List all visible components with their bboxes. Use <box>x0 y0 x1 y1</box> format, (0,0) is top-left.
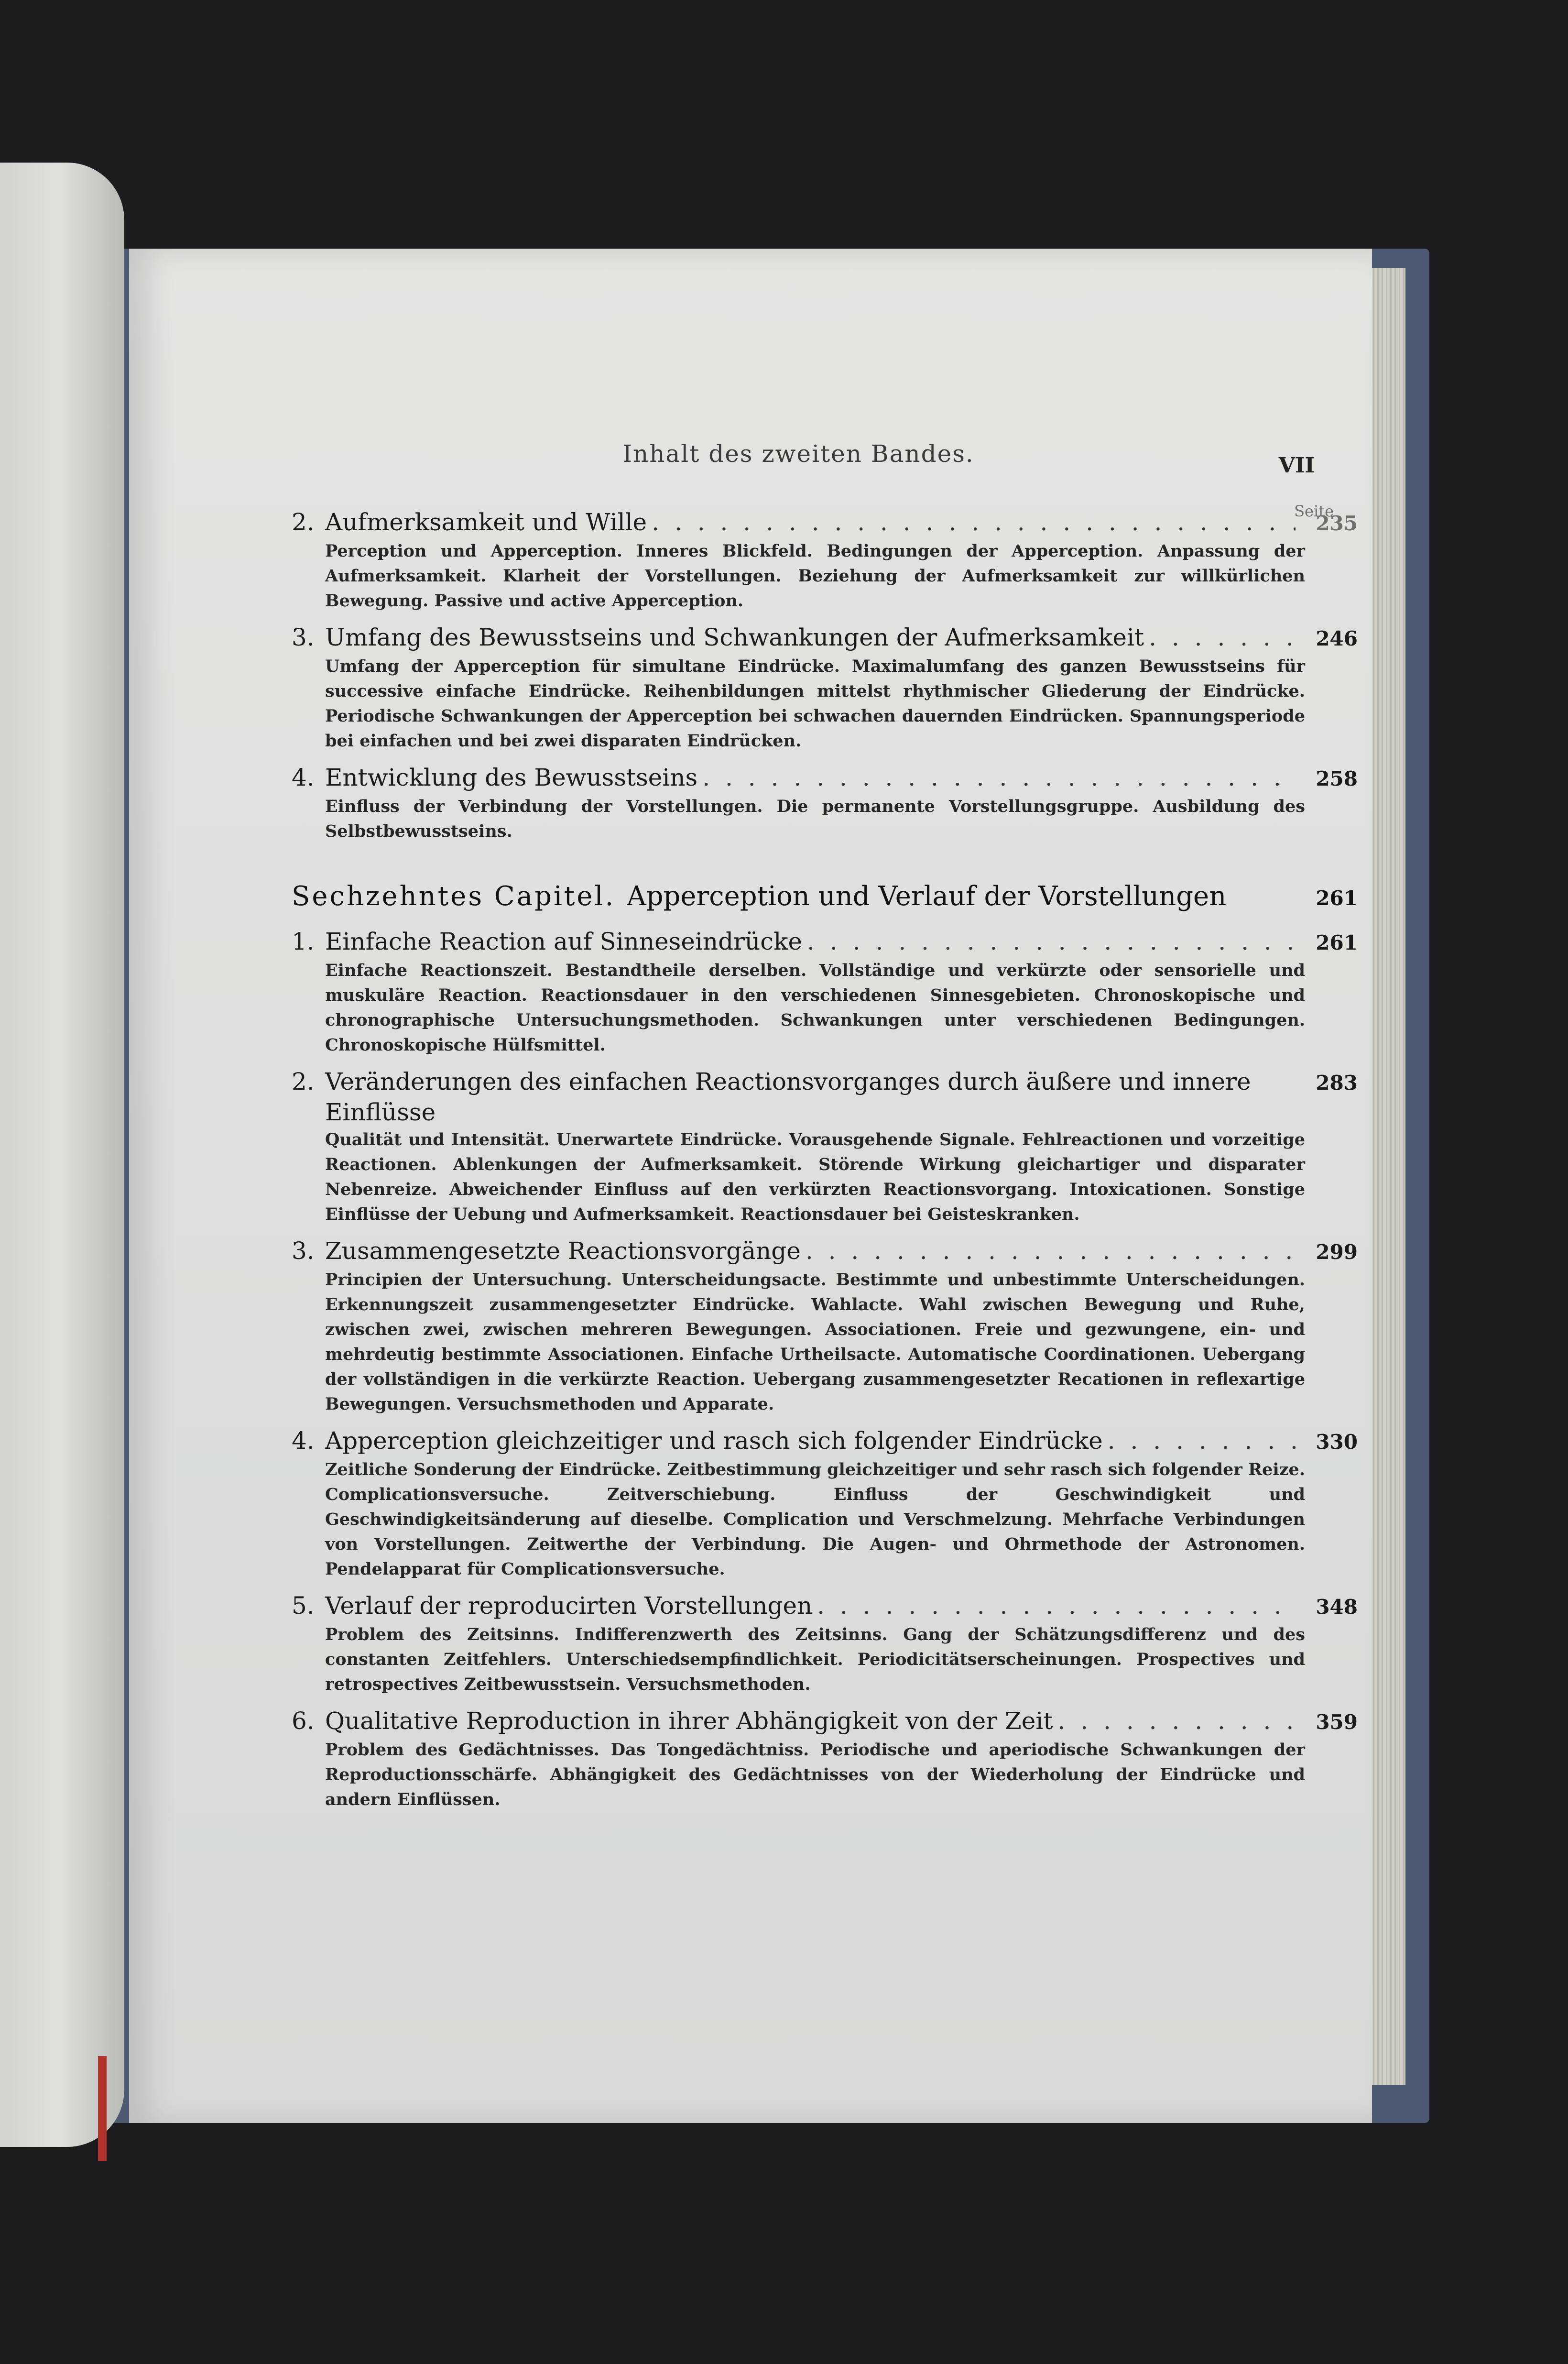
entry-number: 2. <box>292 508 315 536</box>
entry-description: Umfang der Apperception für simultane Eindrücke. Maximalumfang des ganzen Bewusstseins für successive einfache Eindrücke. Reihenbildungen mittelst rhythmischer Gliederung der Eindrücke. Periodische Schwankungen der Apperception bei schwachen dauernden Eindrücken. Spannungsperiode bei einfachen und bei zwei disparaten Eindrücken. <box>325 657 1305 751</box>
left-page-curl <box>0 163 124 2147</box>
entry-number: 6. <box>292 1707 315 1735</box>
entry-title: Einfache Reaction auf Sinneseindrücke <box>325 928 803 955</box>
toc-entry <box>292 762 1358 844</box>
chapter-page: 261 <box>1316 886 1358 910</box>
entry-description: Principien der Untersuchung. Unterscheidungsacte. Bestimmte und unbestimmte Unterscheidungen. Erkennungszeit zusammengesetzter Eindrücke. Wahlacte. Wahl zwischen Bewegung und Ruhe, zwischen zwei, zwischen mehreren Bewegungen. Associationen. Freie und gezwungene, ein- und mehrdeutig bestimmte Associationen. Einfache Urtheilsacte. Automatische Coordinationen. Uebergang der vollständigen in die verkürzte Reaction. Uebergang zusammengesetzter Recationen in reflexartige Bewegungen. Versuchsmethoden und Apparate. <box>325 1270 1305 1414</box>
toc-entry <box>292 1425 1358 1582</box>
entry-page: 283 <box>1316 1071 1358 1094</box>
entry-description: Problem des Gedächtnisses. Das Tongedächtniss. Periodische und aperiodische Schwankungen der Reproductionsschärfe. Abhängigkeit des Gedächtnisses von der Wiederholung der Eindrücke und andern Einflüssen. <box>325 1740 1305 1809</box>
page-number: VII <box>1278 453 1315 478</box>
entry-page: 246 <box>1316 627 1358 650</box>
entry-number: 1. <box>292 928 315 955</box>
leader-dots <box>817 1590 1296 1621</box>
chapter-heading <box>292 877 1358 918</box>
entry-title: Entwicklung des Bewusstseins <box>325 764 698 791</box>
entry-title: Veränderungen des einfachen Reactionsvorganges durch äußere und innere Einflüsse <box>325 1068 1251 1126</box>
leader-dots <box>702 762 1296 793</box>
entry-number: 3. <box>292 624 315 651</box>
toc-entry <box>292 1236 1358 1417</box>
leader-dots <box>806 1236 1296 1266</box>
entry-page: 261 <box>1316 931 1358 954</box>
toc-entry <box>292 1066 1358 1227</box>
chapter-label: Sechzehntes Capitel. <box>292 881 616 912</box>
entry-number: 2. <box>292 1068 315 1095</box>
entry-title: Qualitative Reproduction in ihrer Abhängigkeit von der Zeit <box>325 1707 1053 1735</box>
entry-description: Qualität und Intensität. Unerwartete Eindrücke. Vorausgehende Signale. Fehlreactionen und vorzeitige Reactionen. Ablenkungen der Aufmerksamkeit. Störende Wirkung gleichartiger und disparater Nebenreize. Abweichender Einfluss auf den verkürzten Reactionsvorgang. Intoxicationen. Sonstige Einflüsse der Uebung und Aufmerksamkeit. Reactionsdauer bei Geisteskranken. <box>325 1130 1305 1224</box>
leader-dots <box>1057 1706 1296 1736</box>
entry-number: 4. <box>292 1427 315 1455</box>
spine-headband <box>98 2056 107 2161</box>
entry-number: 3. <box>292 1237 315 1265</box>
entry-page: 258 <box>1316 767 1358 790</box>
toc-entry <box>292 926 1358 1058</box>
page-content <box>292 430 1358 1812</box>
entry-page: 235 <box>1316 512 1358 535</box>
toc-entry <box>292 1590 1358 1697</box>
leader-dots <box>652 507 1296 537</box>
chapter-title: Apperception und Verlauf der Vorstellungen <box>627 881 1227 912</box>
entry-page: 348 <box>1316 1595 1358 1619</box>
entry-title: Aufmerksamkeit und Wille <box>325 508 647 536</box>
running-title: Inhalt des zweiten Bandes. <box>622 440 974 468</box>
book-page <box>129 249 1372 2123</box>
entry-description: Perception und Apperception. Inneres Blickfeld. Bedingungen der Apperception. Anpassung der Aufmerksamkeit. Klarheit der Vorstellungen. Beziehung der Aufmerksamkeit zur willkürlichen Bewegung. Passive und active Apperception. <box>325 541 1305 611</box>
toc-entry <box>292 622 1358 754</box>
entry-title: Zusammengesetzte Reactionsvorgänge <box>325 1237 801 1265</box>
column-label: Seite <box>1294 502 1334 520</box>
entry-page: 330 <box>1316 1430 1358 1454</box>
toc-entry <box>292 1706 1358 1812</box>
leader-dots <box>807 926 1296 957</box>
entry-description: Problem des Zeitsinns. Indifferenzwerth des Zeitsinns. Gang der Schätzungsdifferenz und des constanten Zeitfehlers. Unterschiedsempfindlichkeit. Periodicitätserscheinungen. Prospectives und retrospectives Zeitbewusstsein. Versuchsmethoden. <box>325 1625 1305 1694</box>
entry-page: 299 <box>1316 1240 1358 1264</box>
entry-number: 4. <box>292 764 315 791</box>
running-head <box>292 430 1334 520</box>
entry-description: Einfluss der Verbindung der Vorstellungen. Die permanente Vorstellungsgruppe. Ausbildung des Selbstbewusstseins. <box>325 797 1305 841</box>
entry-description: Zeitliche Sonderung der Eindrücke. Zeitbestimmung gleichzeitiger und sehr rasch sich folgender Reize. Complicationsversuche. Zeitverschiebung. Einfluss der Geschwindigkeit und Geschwindigkeitsänderung auf dieselbe. Complication und Verschmelzung. Mehrfache Verbindungen von Vorstellungen. Zeitwerthe der Verbindung. Die Augen- und Ohrmethode der Astronomen. Pendelapparat für Complicationsversuche. <box>325 1460 1305 1579</box>
entry-number: 5. <box>292 1592 315 1620</box>
entry-description: Einfache Reactionszeit. Bestandtheile derselben. Vollständige und verkürzte oder sensorielle und muskuläre Reaction. Reactionsdauer in den verschiedenen Sinnesgebieten. Chronoskopische und chronographische Untersuchungsmethoden. Schwankungen unter verschiedenen Bedingungen. Chronoskopische Hülfsmittel. <box>325 961 1305 1055</box>
leader-dots <box>1108 1425 1296 1456</box>
entry-title: Verlauf der reproducirten Vorstellungen <box>325 1592 813 1620</box>
entry-title: Umfang des Bewusstseins und Schwankungen der Aufmerksamkeit <box>325 624 1144 651</box>
leader-dots <box>1149 622 1296 653</box>
entry-page: 359 <box>1316 1710 1358 1734</box>
entry-title: Apperception gleichzeitiger und rasch sich folgender Eindrücke <box>325 1427 1103 1455</box>
